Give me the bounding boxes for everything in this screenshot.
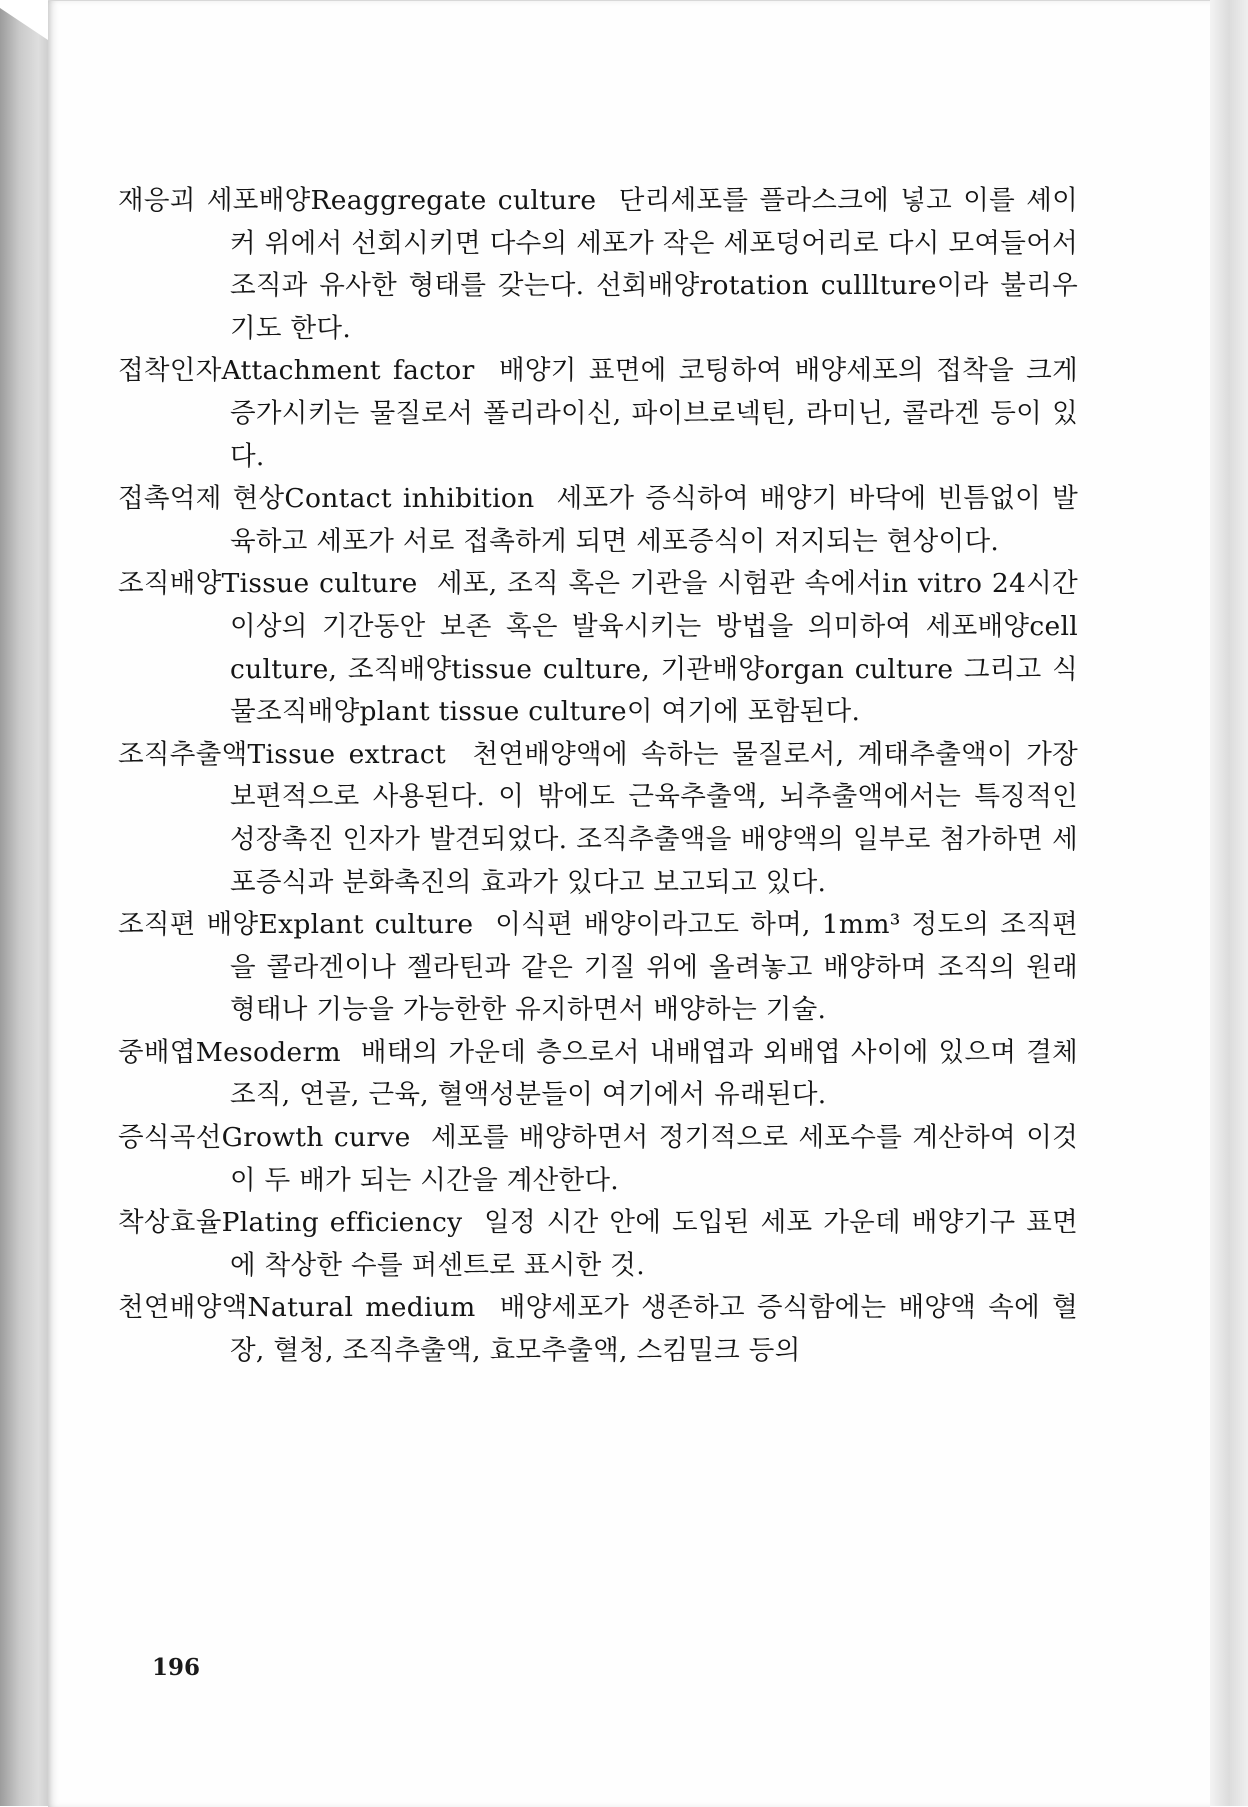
glossary-entry xyxy=(118,1032,1078,1117)
glossary-entry xyxy=(118,350,1078,478)
entry-definition: 천연배양액에 속하는 물질로서, 계태추출액이 가장 보편적으로 사용된다. 이 밖에도 근육추출액, 뇌추출액에서는 특징적인 성장촉진 인자가 발견되었다. 조직추출액을 배양액의 일부로 첨가하면 세포증식과 분화촉진의 효과가 있다고 보고되고 있다. xyxy=(230,738,1079,898)
entry-definition: 배양기 표면에 코팅하여 배양세포의 접착을 크게 증가시키는 물질로서 폴리라이신, 파이브로넥틴, 라미닌, 콜라겐 등이 있다. xyxy=(230,355,1078,472)
glossary-entry xyxy=(118,563,1078,733)
glossary-entry xyxy=(118,1202,1078,1287)
entry-term: 조직추출액Tissue extract xyxy=(118,738,446,770)
entry-term: 착상효율Plating efficiency xyxy=(118,1207,463,1239)
entry-term: 접착인자Attachment factor xyxy=(118,355,475,387)
entry-definition: 세포, 조직 혹은 기관을 시험관 속에서in vitro 24시간 이상의 기간동안 보존 혹은 발육시키는 방법을 의미하여 세포배양cell culture, 조직배양tissue culture, 기관배양organ culture 그리고 식물조직배양plant tissue culture이 여기에 포함된다. xyxy=(230,568,1078,728)
entry-definition: 세포가 증식하여 배양기 바닥에 빈틈없이 발육하고 세포가 서로 접촉하게 되면 세포증식이 저지되는 현상이다. xyxy=(230,483,1078,557)
entry-term: 조직편 배양Explant culture xyxy=(118,909,474,941)
entry-definition: 단리세포를 플라스크에 넣고 이를 셰이커 위에서 선회시키면 다수의 세포가 작은 세포덩어리로 다시 모여들어서 조직과 유사한 형태를 갖는다. 선회배양rotation culllture이라 불리우기도 한다. xyxy=(230,185,1079,344)
entry-term: 증식곡선Growth curve xyxy=(118,1122,411,1154)
entry-term: 중배엽Mesoderm xyxy=(118,1036,341,1068)
glossary-entry xyxy=(118,1117,1078,1202)
book-spine xyxy=(0,0,48,1806)
entry-definition: 세포를 배양하면서 정기적으로 세포수를 계산하여 이것이 두 배가 되는 시간을 계산한다. xyxy=(230,1122,1078,1196)
entry-term: 조직배양Tissue culture xyxy=(118,568,418,600)
page-right-edge xyxy=(1210,0,1248,1806)
glossary-entry xyxy=(118,734,1078,904)
entry-definition: 일정 시간 안에 도입된 세포 가운데 배양기구 표면에 착상한 수를 퍼센트로 표시한 것. xyxy=(230,1207,1078,1281)
glossary-entry xyxy=(118,180,1078,350)
entry-definition: 배태의 가운데 층으로서 내배엽과 외배엽 사이에 있으며 결체조직, 연골, 근육, 혈액성분들이 여기에서 유래된다. xyxy=(230,1036,1078,1111)
glossary-entry xyxy=(118,478,1078,563)
entry-definition: 이식편 배양이라고도 하며, 1mm³ 정도의 조직편을 콜라겐이나 젤라틴과 같은 기질 위에 올려놓고 배양하며 조직의 원래형태나 기능을 가능한한 유지하면서 배양하는 기술. xyxy=(230,909,1078,1026)
entry-term: 접촉억제 현상Contact inhibition xyxy=(118,483,535,515)
entry-term: 재응괴 세포배양Reaggregate culture xyxy=(118,185,597,216)
glossary-entry xyxy=(118,904,1078,1032)
glossary-entry xyxy=(118,1287,1078,1372)
entry-definition: 배양세포가 생존하고 증식함에는 배양액 속에 혈장, 혈청, 조직추출액, 효모추출액, 스킴밀크 등의 xyxy=(230,1292,1078,1367)
entry-term: 천연배양액Natural medium xyxy=(118,1292,476,1324)
page-number: 196 xyxy=(152,1654,201,1681)
glossary-content xyxy=(118,180,1078,1373)
